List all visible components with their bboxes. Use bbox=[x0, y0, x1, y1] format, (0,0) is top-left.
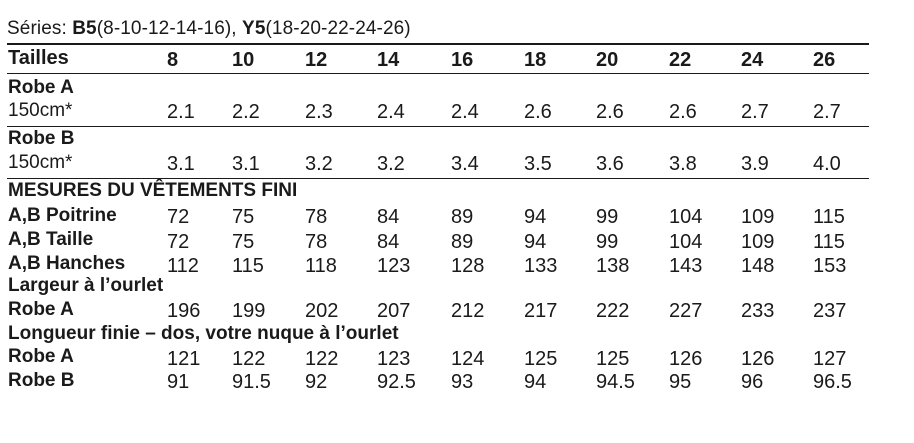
divider-fabric bbox=[7, 126, 869, 127]
length-robe-b-value: 91.5 bbox=[232, 371, 271, 393]
length-robe-a-value: 126 bbox=[741, 348, 775, 370]
robe-b-fabric-value: 3.2 bbox=[377, 153, 405, 175]
hem-robe-a-value: 227 bbox=[669, 300, 703, 322]
divider-top bbox=[7, 43, 869, 45]
length-robe-a-value: 124 bbox=[451, 348, 485, 370]
robe-b-fabric-value: 3.1 bbox=[232, 153, 260, 175]
robe-a-fabric-value: 2.2 bbox=[232, 101, 260, 123]
length-robe-a-value: 125 bbox=[524, 348, 558, 370]
length-robe-b-value: 96.5 bbox=[813, 371, 852, 393]
length-robe-a-value: 122 bbox=[305, 348, 339, 370]
series-prefix: Séries: bbox=[7, 18, 73, 39]
header-size: 14 bbox=[377, 49, 400, 71]
series-b5-code: B5 bbox=[72, 18, 97, 39]
hem-robe-a-value: 196 bbox=[167, 300, 201, 322]
hanches-value: 153 bbox=[813, 255, 847, 277]
taille-value: 84 bbox=[377, 231, 400, 253]
row-label-hem-robe-a: Robe A bbox=[8, 299, 74, 320]
robe-b-fabric-value: 3.5 bbox=[524, 153, 552, 175]
hanches-value: 112 bbox=[167, 255, 199, 277]
length-robe-b-value: 96 bbox=[741, 371, 764, 393]
taille-value: 94 bbox=[524, 231, 547, 253]
poitrine-value: 104 bbox=[669, 206, 703, 228]
taille-value: 104 bbox=[669, 231, 703, 253]
length-robe-a-value: 127 bbox=[813, 348, 847, 370]
fabric-robe-b-name: Robe B bbox=[8, 128, 75, 149]
length-robe-a-value: 125 bbox=[596, 348, 630, 370]
fabric-robe-a-width: 150cm* bbox=[8, 100, 73, 121]
poitrine-value: 115 bbox=[813, 206, 845, 228]
hanches-value: 148 bbox=[741, 255, 775, 277]
header-size: 16 bbox=[451, 49, 474, 71]
series-b5-sizes: (8-10-12-14-16), bbox=[96, 18, 243, 39]
poitrine-value: 75 bbox=[232, 206, 255, 228]
row-label-taille: A,B Taille bbox=[8, 229, 94, 250]
taille-value: 109 bbox=[741, 231, 775, 253]
robe-b-fabric-value: 3.1 bbox=[167, 153, 195, 175]
taille-value: 89 bbox=[451, 231, 474, 253]
series-line bbox=[7, 18, 411, 40]
length-robe-b-value: 94 bbox=[524, 371, 547, 393]
hanches-value: 138 bbox=[596, 255, 630, 277]
header-size: 18 bbox=[524, 49, 547, 71]
hem-robe-a-value: 212 bbox=[451, 300, 485, 322]
length-robe-b-value: 95 bbox=[669, 371, 692, 393]
header-size: 10 bbox=[232, 49, 255, 71]
divider-header bbox=[7, 73, 869, 74]
hanches-value: 118 bbox=[305, 255, 337, 277]
poitrine-value: 78 bbox=[305, 206, 328, 228]
series-y5-code: Y5 bbox=[242, 18, 266, 39]
robe-a-fabric-value: 2.6 bbox=[596, 101, 624, 123]
length-robe-a-value: 121 bbox=[167, 348, 201, 370]
finished-length-title: Longueur finie – dos, votre nuque à l’ourlet bbox=[8, 323, 399, 344]
hem-robe-a-value: 222 bbox=[596, 300, 630, 322]
header-size: 24 bbox=[741, 49, 764, 71]
hem-robe-a-value: 233 bbox=[741, 300, 775, 322]
robe-b-fabric-value: 4.0 bbox=[813, 153, 841, 175]
hanches-value: 128 bbox=[451, 255, 485, 277]
length-robe-a-value: 123 bbox=[377, 348, 411, 370]
poitrine-value: 94 bbox=[524, 206, 547, 228]
header-size: 20 bbox=[596, 49, 619, 71]
taille-value: 75 bbox=[232, 231, 255, 253]
length-robe-a-value: 122 bbox=[232, 348, 266, 370]
robe-b-fabric-value: 3.6 bbox=[596, 153, 624, 175]
poitrine-value: 84 bbox=[377, 206, 400, 228]
robe-b-fabric-value: 3.4 bbox=[451, 153, 479, 175]
robe-a-fabric-value: 2.1 bbox=[167, 101, 195, 123]
poitrine-value: 72 bbox=[167, 206, 190, 228]
robe-a-fabric-value: 2.7 bbox=[813, 101, 841, 123]
robe-a-fabric-value: 2.4 bbox=[451, 101, 479, 123]
robe-b-fabric-value: 3.8 bbox=[669, 153, 697, 175]
hanches-value: 123 bbox=[377, 255, 411, 277]
length-robe-b-value: 94.5 bbox=[596, 371, 635, 393]
length-robe-b-value: 92 bbox=[305, 371, 328, 393]
header-size: 8 bbox=[167, 49, 179, 71]
divider-finished bbox=[7, 178, 869, 179]
header-size: 26 bbox=[813, 49, 836, 71]
row-label-length-robe-a: Robe A bbox=[8, 346, 74, 367]
length-robe-a-value: 126 bbox=[669, 348, 703, 370]
robe-b-fabric-value: 3.9 bbox=[741, 153, 769, 175]
robe-a-fabric-value: 2.4 bbox=[377, 101, 405, 123]
header-size: 12 bbox=[305, 49, 328, 71]
row-label-hanches: A,B Hanches bbox=[8, 253, 126, 274]
hem-robe-a-value: 217 bbox=[524, 300, 558, 322]
robe-a-fabric-value: 2.6 bbox=[669, 101, 697, 123]
poitrine-value: 99 bbox=[596, 206, 619, 228]
length-robe-b-value: 93 bbox=[451, 371, 474, 393]
poitrine-value: 89 bbox=[451, 206, 474, 228]
hem-width-title: Largeur à l’ourlet bbox=[8, 275, 164, 296]
header-size: 22 bbox=[669, 49, 692, 71]
series-y5-sizes: (18-20-22-24-26) bbox=[265, 18, 411, 39]
robe-a-fabric-value: 2.7 bbox=[741, 101, 769, 123]
taille-value: 72 bbox=[167, 231, 190, 253]
poitrine-value: 109 bbox=[741, 206, 775, 228]
hem-robe-a-value: 207 bbox=[377, 300, 411, 322]
hem-robe-a-value: 202 bbox=[305, 300, 339, 322]
length-robe-b-value: 91 bbox=[167, 371, 190, 393]
hem-robe-a-value: 237 bbox=[813, 300, 847, 322]
hanches-value: 143 bbox=[669, 255, 703, 277]
fabric-robe-a-name: Robe A bbox=[8, 77, 74, 98]
row-label-length-robe-b: Robe B bbox=[8, 370, 75, 391]
length-robe-b-value: 92.5 bbox=[377, 371, 416, 393]
taille-value: 99 bbox=[596, 231, 619, 253]
hanches-value: 115 bbox=[232, 255, 264, 277]
finished-measurements-title: MESURES DU VÊTEMENTS FINI bbox=[8, 180, 298, 201]
robe-b-fabric-value: 3.2 bbox=[305, 153, 333, 175]
taille-value: 115 bbox=[813, 231, 845, 253]
hem-robe-a-value: 199 bbox=[232, 300, 266, 322]
fabric-robe-b-width: 150cm* bbox=[8, 152, 73, 173]
header-label: Tailles bbox=[8, 47, 69, 69]
taille-value: 78 bbox=[305, 231, 328, 253]
robe-a-fabric-value: 2.6 bbox=[524, 101, 552, 123]
robe-a-fabric-value: 2.3 bbox=[305, 101, 333, 123]
row-label-poitrine: A,B Poitrine bbox=[8, 205, 117, 226]
hanches-value: 133 bbox=[524, 255, 558, 277]
